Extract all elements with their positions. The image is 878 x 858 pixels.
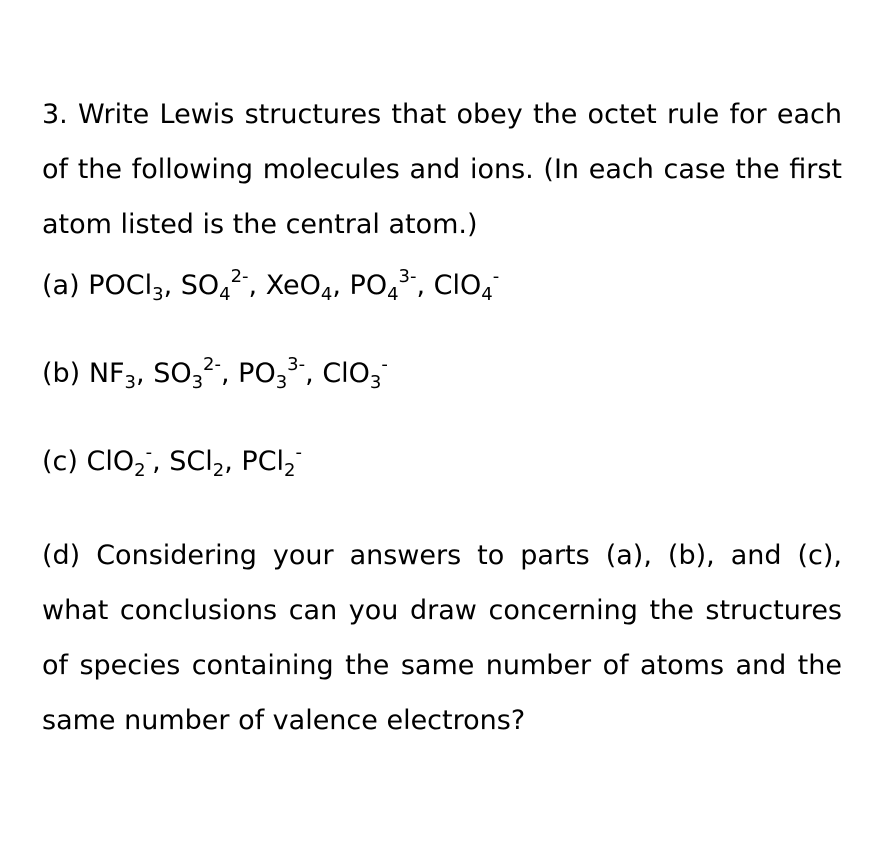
chemical-formula xyxy=(322,354,388,393)
formula-base: PO xyxy=(238,358,276,389)
separator: , xyxy=(248,270,258,301)
formula-subscript: 4 xyxy=(320,284,333,305)
formula-subscript: 4 xyxy=(387,284,399,305)
formula-base: ClO xyxy=(433,270,482,301)
part-c-species xyxy=(86,442,302,481)
formula-base: ClO xyxy=(86,446,135,477)
formula-subscript: 2 xyxy=(134,460,146,481)
part-a-species xyxy=(88,266,500,305)
formula-subscript: 2 xyxy=(212,460,225,481)
formula-base: NF xyxy=(88,358,125,389)
formula-charge: - xyxy=(295,442,302,463)
formula-subscript: 3 xyxy=(369,372,382,393)
formula-charge: 3- xyxy=(287,354,306,375)
question-intro: 3. Write Lewis structures that obey the octet rule for each of the following molecules and ions. (In each case the first atom listed is the central atom.) xyxy=(42,99,842,240)
formula-charge: - xyxy=(492,266,500,287)
separator: , xyxy=(332,270,341,301)
chemical-formula xyxy=(86,442,161,481)
chemical-formula xyxy=(169,446,233,481)
separator: , xyxy=(136,358,145,389)
part-a-label: (a) xyxy=(42,270,80,301)
chemical-formula xyxy=(241,442,302,481)
part-d: (d) Considering your answers to parts (a), (b), and (c), what conclusions can you draw concerning the structures of species containing the same number of atoms and the same number of valence electrons? xyxy=(42,540,842,736)
formula-base: ClO xyxy=(322,358,370,389)
formula-charge: 2- xyxy=(230,266,249,287)
formula-subscript: 4 xyxy=(219,284,231,305)
chemical-formula xyxy=(433,266,500,305)
formula-base: PCl xyxy=(241,446,285,477)
chemical-formula xyxy=(180,266,258,305)
separator: , xyxy=(416,270,426,301)
formula-subscript: 2 xyxy=(284,460,296,481)
formula-charge: 2- xyxy=(203,354,221,375)
separator: , xyxy=(152,446,161,477)
formula-subscript: 4 xyxy=(481,284,493,305)
part-c xyxy=(42,442,842,482)
question-3 xyxy=(42,87,842,748)
formula-subscript: 3 xyxy=(275,372,288,393)
separator: , xyxy=(305,358,314,389)
separator: , xyxy=(224,446,233,477)
part-b-label: (b) xyxy=(42,358,81,389)
formula-charge: 3- xyxy=(398,266,417,287)
part-b-species xyxy=(88,354,388,393)
part-c-label: (c) xyxy=(42,446,78,477)
formula-base: XeO xyxy=(265,270,321,301)
formula-charge: - xyxy=(145,442,153,463)
chemical-formula xyxy=(349,266,426,305)
formula-base: SO xyxy=(180,270,220,301)
chemical-formula xyxy=(265,270,341,305)
formula-subscript: 3 xyxy=(124,372,136,393)
separator: , xyxy=(163,270,173,301)
chemical-formula xyxy=(88,270,173,305)
formula-subscript: 3 xyxy=(191,372,204,393)
part-a xyxy=(42,266,842,306)
separator: , xyxy=(220,358,230,389)
chemical-formula xyxy=(153,354,230,393)
formula-base: SCl xyxy=(169,446,213,477)
chemical-formula xyxy=(88,358,145,393)
part-b xyxy=(42,354,842,394)
formula-base: SO xyxy=(153,358,192,389)
formula-charge: - xyxy=(381,354,388,375)
formula-base: POCl xyxy=(88,270,153,301)
formula-base: PO xyxy=(349,270,388,301)
formula-subscript: 3 xyxy=(152,284,164,305)
chemical-formula xyxy=(238,354,314,393)
